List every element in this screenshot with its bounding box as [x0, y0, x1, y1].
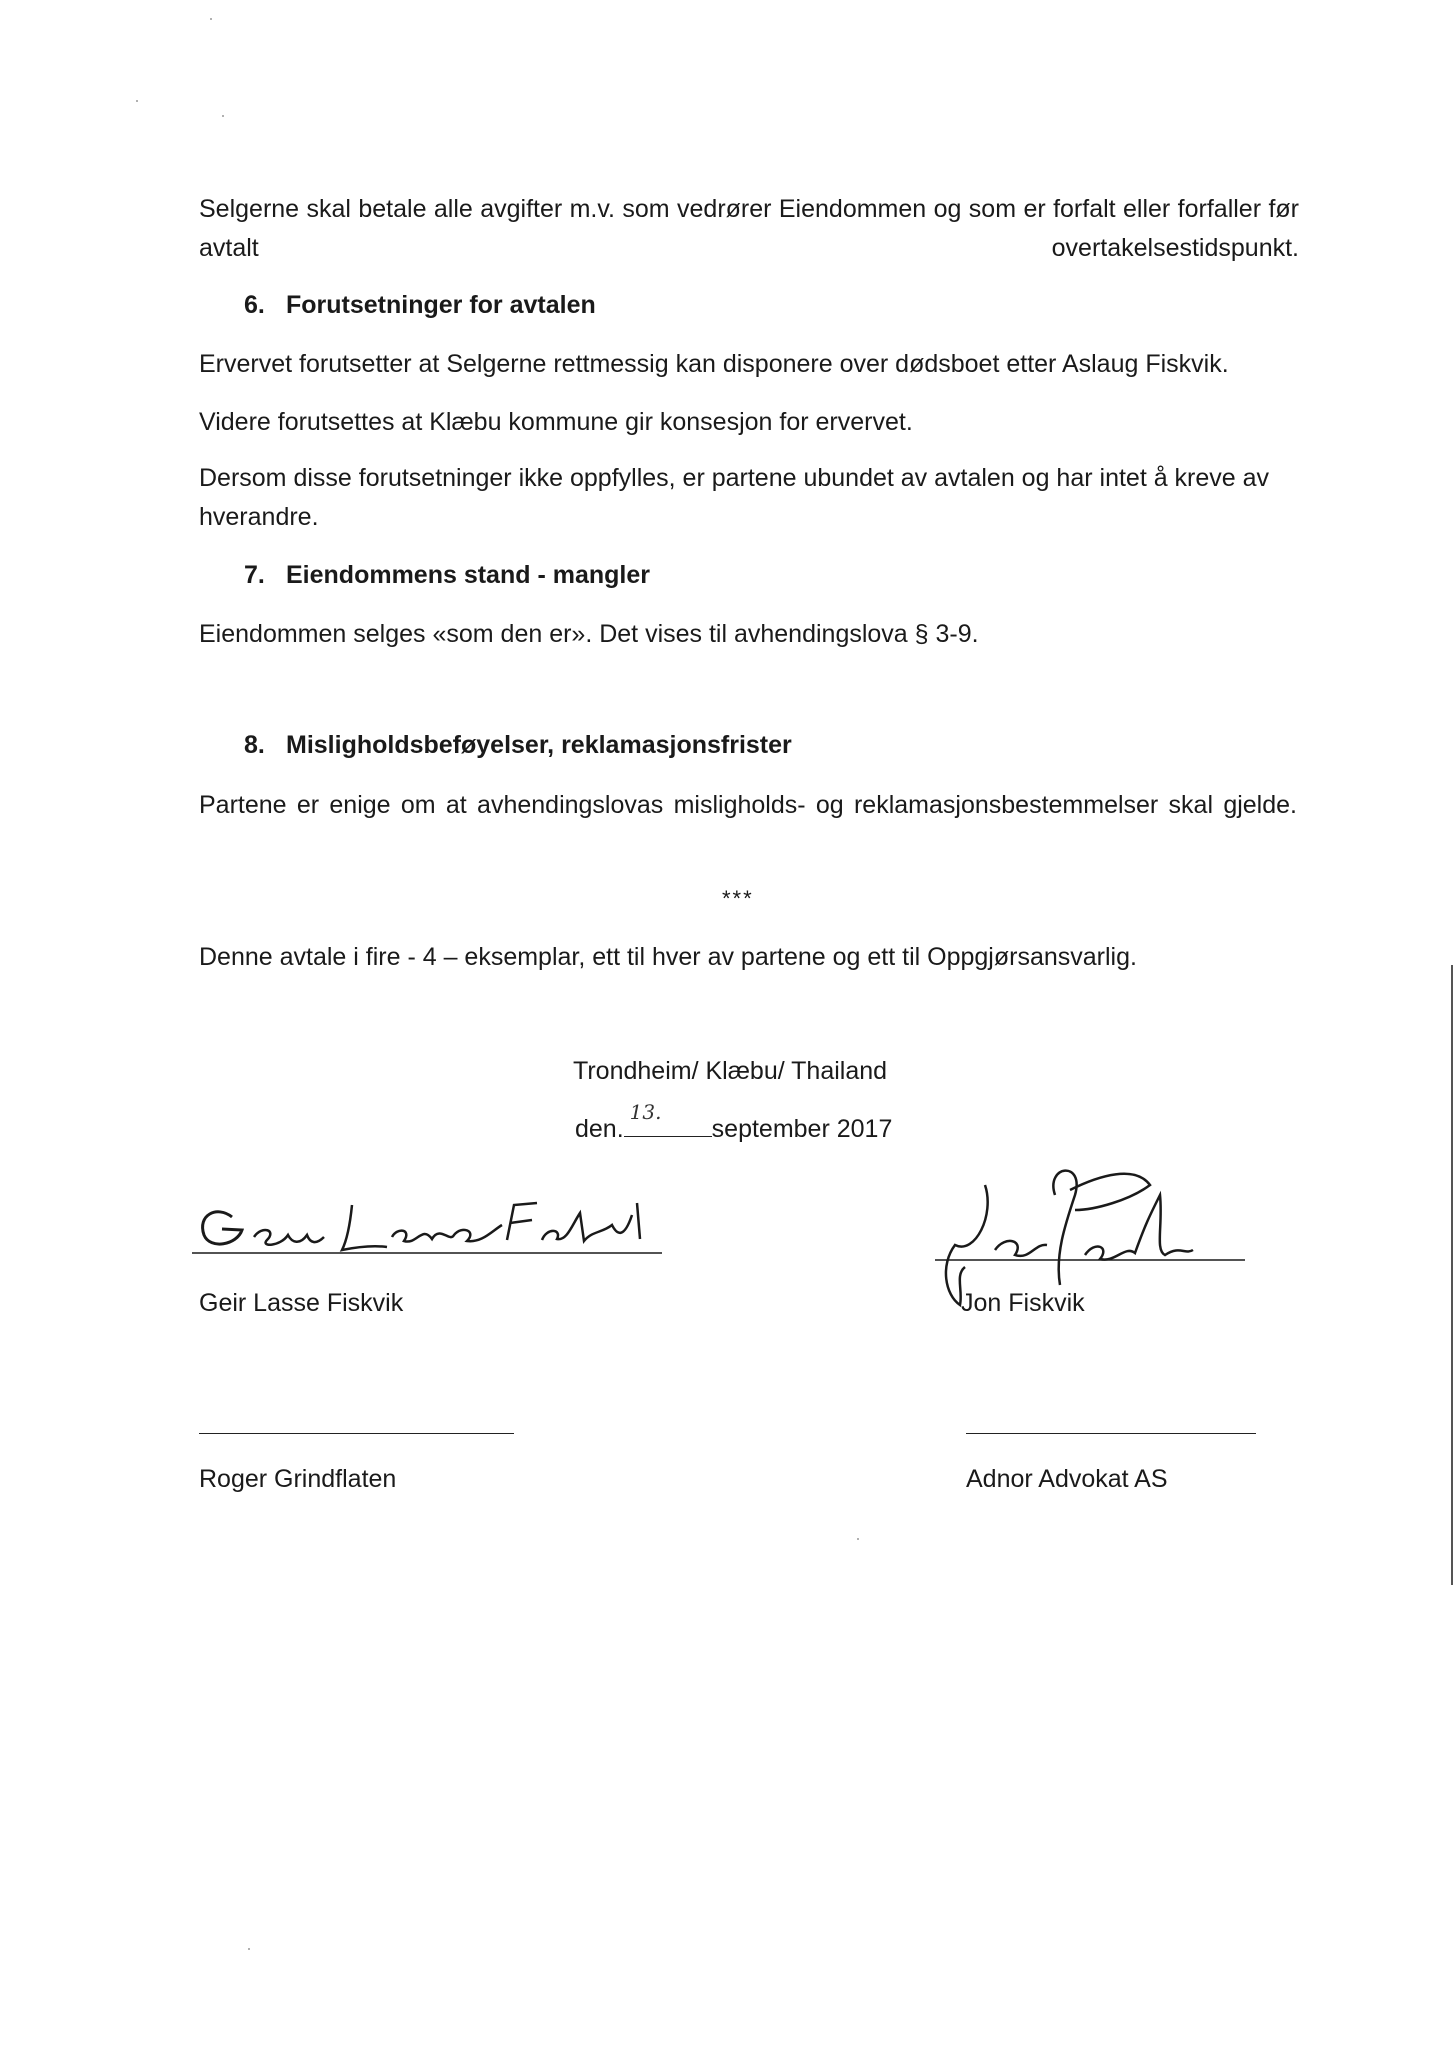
section-8-paragraph — [199, 786, 1297, 825]
date-line — [575, 1100, 893, 1144]
section-6-heading — [244, 291, 596, 320]
signature-geir-image — [192, 1195, 662, 1265]
section-7-paragraph: Eiendommen selges «som den er». Det vises til avhendingslova § 3-9. — [199, 620, 979, 648]
scan-speck — [210, 18, 212, 20]
copies-paragraph: Denne avtale i fire - 4 – eksemplar, ett til hver av partene og ett til Oppgjørsansvarlig. — [199, 943, 1137, 971]
section-6-paragraph-2: Videre forutsettes at Klæbu kommune gir konsesjon for ervervet. — [199, 408, 913, 436]
paragraph-fees — [199, 190, 1299, 268]
scan-speck — [248, 1948, 250, 1950]
section-6-paragraph-3: Dersom disse forutsetninger ikke oppfylles, er partene ubundet av avtalen og har intet å kreve av hverandre. — [199, 464, 1270, 531]
section-6-number: 6. — [244, 291, 265, 319]
signatory-jon-name: Jon Fiskvik — [961, 1289, 1085, 1317]
section-8-number: 8. — [244, 731, 265, 759]
scan-speck — [136, 100, 138, 102]
signatory-geir-name: Geir Lasse Fiskvik — [199, 1289, 404, 1317]
section-8-paragraph-text: Partene er enige om at avhendingslovas misligholds- og reklamasjonsbestemmelser skal gjelde. — [199, 791, 1297, 819]
signature-line-roger — [199, 1433, 514, 1434]
section-7-number: 7. — [244, 561, 265, 589]
signatory-roger-name: Roger Grindflaten — [199, 1465, 397, 1493]
section-6-paragraph-1: Ervervet forutsetter at Selgerne rettmessig kan disponere over dødsboet etter Aslaug Fiskvik. — [199, 350, 1229, 378]
separator-stars: *** — [722, 886, 754, 911]
place-line: Trondheim/ Klæbu/ Thailand — [573, 1057, 888, 1085]
section-8-title: Misligholdsbeføyelser, reklamasjonsfrister — [286, 731, 792, 759]
paragraph-fees-text: Selgerne skal betale alle avgifter m.v. som vedrører Eiendommen og som er forfalt eller forfaller før avtalt overtakelsestidspunkt. — [199, 195, 1299, 262]
signatory-adnor-name: Adnor Advokat AS — [966, 1465, 1168, 1493]
date-day-blank — [624, 1100, 712, 1137]
date-prefix: den. — [575, 1115, 624, 1143]
section-6-title: Forutsetninger for avtalen — [286, 291, 596, 319]
scan-speck — [857, 1538, 859, 1540]
signature-line-adnor — [966, 1433, 1256, 1434]
handwritten-day: 13. — [629, 1100, 662, 1124]
date-suffix: september 2017 — [711, 1115, 893, 1143]
section-7-title: Eiendommens stand - mangler — [286, 561, 650, 589]
section-7-heading — [244, 561, 650, 590]
section-8-heading — [244, 731, 792, 760]
scan-speck — [222, 115, 224, 117]
